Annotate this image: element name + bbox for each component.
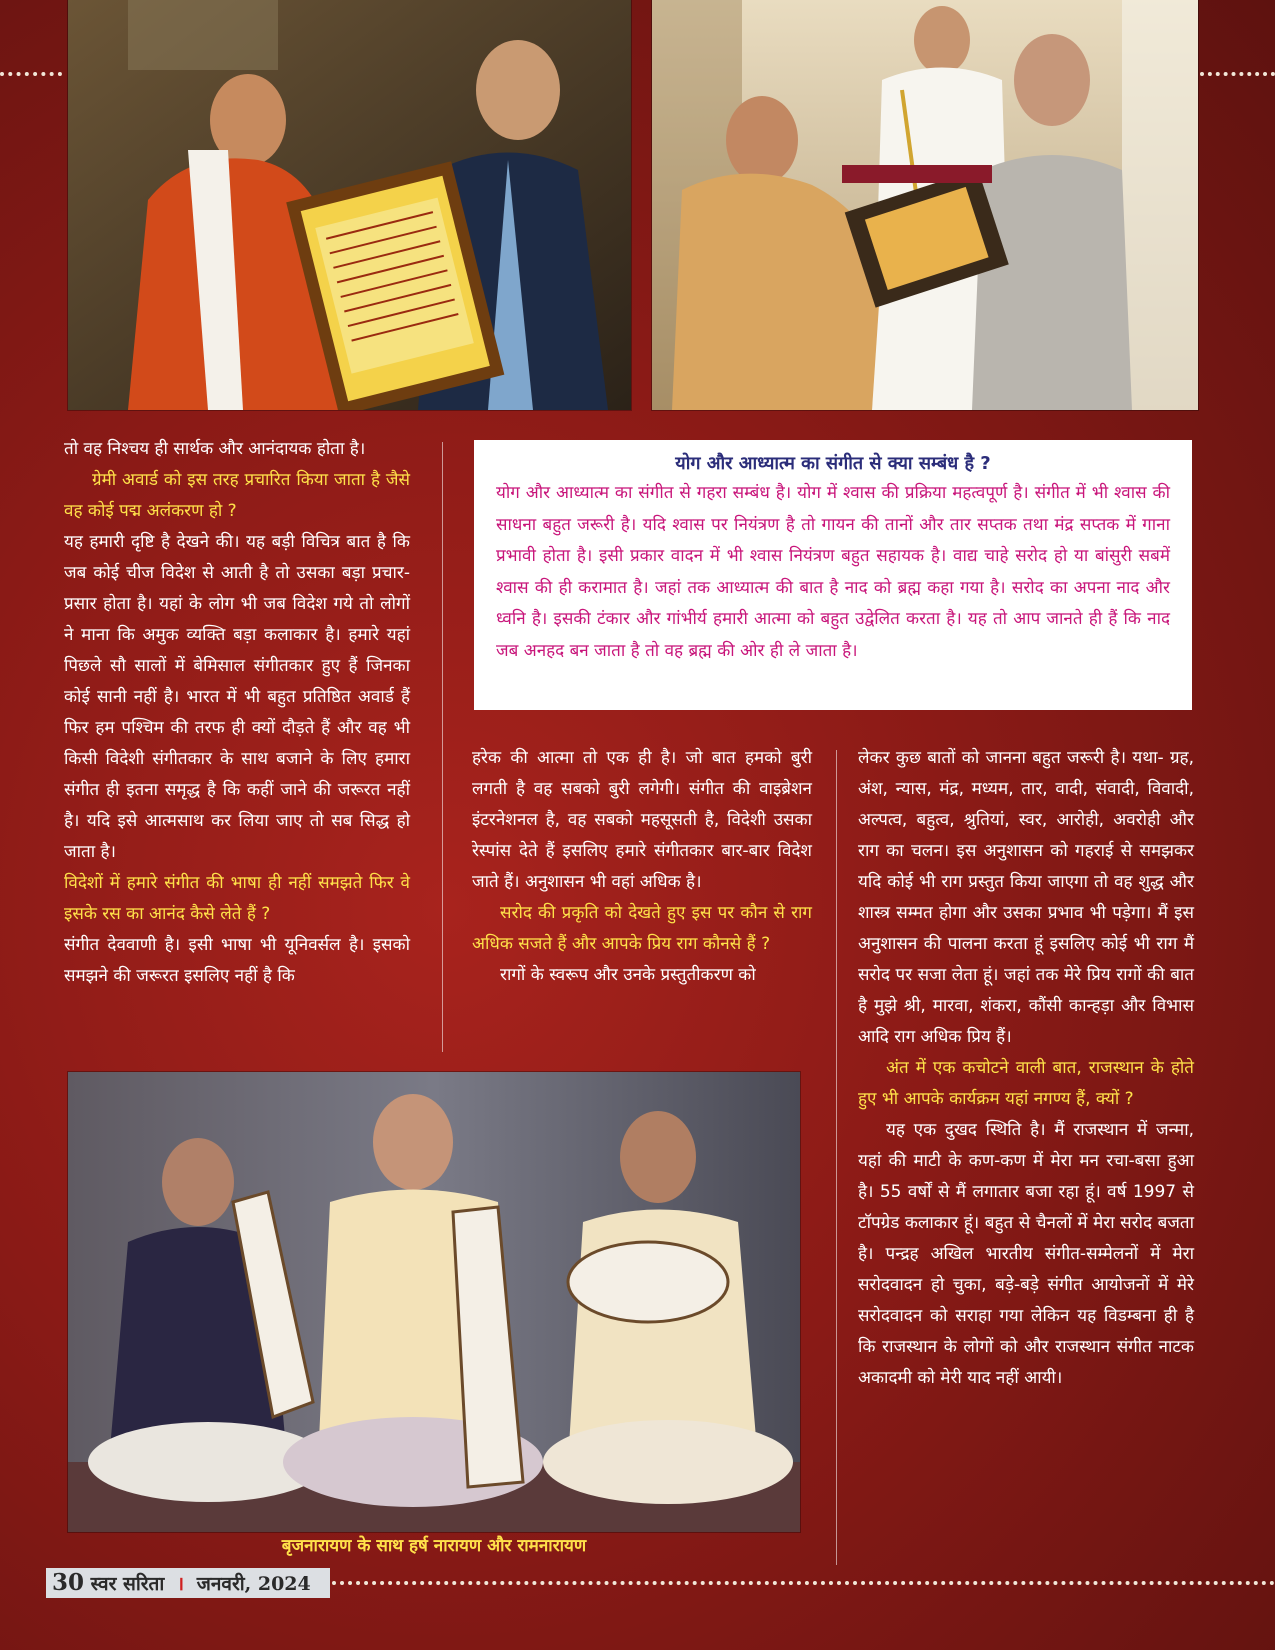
col1-question-2: विदेशों में हमारे संगीत की भाषा ही नहीं समझते फिर वे इसके रस का आनंद कैसे लेते हैं ? [64, 873, 410, 924]
col2-paragraph-1: हरेक की आत्मा तो एक ही है। जो बात हमको बुरी लगती है वह सबको बुरी लगेगी। संगीत की वाइब्रेशन इंटरनेशनल है, वह सबको महसूसती है, विदेशी उसका रेस्पांस देते हैं इसलिए हमारे संगीतकार बार-बार विदेश जाते हैं। अनुशासन भी वहां अधिक है। [472, 748, 813, 892]
photo-award-frame-image [68, 0, 631, 410]
footer-separator: । [176, 1573, 185, 1595]
box-answer: योग और आध्यात्म का संगीत से गहरा सम्बंध है। योग में श्वास की प्रक्रिया महत्वपूर्ण है। संगीत में भी श्वास की साधना बहुत जरूरी है। यदि श्वास पर नियंत्रण है तो गायन की तानों और तार सप्तक तथा मंद्र सप्तक में गाना प्रभावी होता है। इसी प्रकार वादन में भी श्वास नियंत्रण बहुत सहायक है। वाद्य चाहे सरोद हो या बांसुरी सबमें श्वास की ही करामात है। जहां तक आध्यात्म की बात है नाद को ब्रह्म कहा गया है। सरोद का अपना नाद और ध्वनि है। इसकी टंकार और गांभीर्य हमारी आत्मा को बहुत उद्वेलित करता है। यह तो आप जानते ही हैं कि नाद जब अनहद बन जाता है तो वह ब्रह्म की ओर ही ले जाता है। [496, 483, 1170, 661]
column-divider-2 [836, 750, 837, 1565]
top-left-dotted-rule [0, 72, 62, 76]
col2-paragraph-2: रागों के स्वरूप और उनके प्रस्तुतीकरण को [500, 965, 756, 985]
box-question: योग और आध्यात्म का संगीत से क्या सम्बंध है ? [675, 453, 991, 474]
page-number: 30 [52, 1569, 85, 1596]
column-divider-1 [442, 442, 443, 1052]
photo-award-plaque-image [652, 0, 1198, 410]
col1-paragraph-2: यह हमारी दृष्टि है देखने की। यह बड़ी विचित्र बात है कि जब कोई चीज विदेश से आती है तो उसका बड़ा प्रचार-प्रसार होता है। यहां के लोग भी जब विदेश गये तो लोगों ने माना कि अमुक व्यक्ति बड़ा कलाकार है। हमारे यहां पिछले सौ सालों में बेमिसाल संगीतकार हुए हैं जिनका कोई सानी नहीं है। भारत में भी बहुत प्रतिष्ठित अवार्ड हैं फिर हम पश्चिम की तरफ ही क्यों दौड़ते हैं और वह भी किसी विदेशी संगीतकार के साथ बजाने के लिए हमारा संगीत ही इतना समृद्ध है कि कहीं जाने की जरूरत नहीं है। यदि इसे आत्मसाथ कर लिया जाए तो सब सिद्ध हो जाता है। [64, 532, 410, 862]
photo-three-musicians-image [68, 1072, 800, 1532]
col3-paragraph-1: लेकर कुछ बातों को जानना बहुत जरूरी है। यथा- ग्रह, अंश, न्यास, मंद्र, मध्यम, तार, वादी, संवादी, विवादी, अल्पत्व, बहुत्व, श्रुतियां, स्वर, आरोही, अवरोही और राग का चलन। इस अनुशासन को गहराई से समझकर यदि कोई भी राग प्रस्तुत किया जाएगा तो वह शुद्ध और शास्त्र सम्मत होगा और उसका प्रभाव भी पड़ेगा। मैं इस अनुशासन की पालना करता हूं इसलिए कोई भी राग मैं सरोद पर सजा लेता हूं। जहां तक मेरे प्रिय रागों की बात है मुझे श्री, मारवा, शंकरा, कौंसी कान्हड़ा और विभास आदि राग अधिक प्रिय हैं। [858, 748, 1194, 1047]
col1-question-1: ग्रेमी अवार्ड को इस तरह प्रचारित किया जाता है जैसे वह कोई पद्म अलंकरण हो ? [64, 470, 410, 521]
col3-paragraph-2: यह एक दुखद स्थिति है। मैं राजस्थान में जन्मा, यहां की माटी के कण-कण में मेरा मन रचा-बसा हुआ है। 55 वर्षों से मैं लगातार बजा रहा हूं। वर्ष 1997 से टॉपग्रेड कलाकार हूं। बहुत से चैनलों में मेरा सरोद बजता है। पन्द्रह अखिल भारतीय संगीत-सम्मेलनों में मेरा सरोदवादन हो चुका, बड़े-बड़े संगीत आयोजनों में मेरे सरोदवादन को सराहा गया लेकिन यह विडम्बना ही है कि राजस्थान के लोगों को और राजस्थान संगीत नाटक अकादमी को मेरी याद नहीं आयी। [858, 1120, 1194, 1388]
footer-dotted-rule [332, 1581, 1275, 1585]
col1-paragraph-3: संगीत देववाणी है। इसी भाषा भी यूनिवर्सल है। इसको समझने की जरूरत इसलिए नहीं है कि [64, 935, 410, 986]
page-footer [46, 1568, 330, 1598]
top-right-dotted-rule [1200, 72, 1275, 76]
sidebar-box-yoga [474, 440, 1192, 710]
issue-date: जनवरी, 2024 [196, 1573, 311, 1595]
column-right [858, 743, 1194, 1394]
photo-award-frame [68, 0, 631, 410]
column-left [64, 434, 410, 992]
magazine-name: स्वर सरिता [90, 1573, 165, 1595]
col1-paragraph-1: तो वह निश्चय ही सार्थक और आनंदायक होता है। [64, 439, 366, 459]
col2-question-1: सरोद की प्रकृति को देखते हुए इस पर कौन से राग अधिक सजते हैं और आपके प्रिय राग कौनसे हैं ? [472, 903, 812, 954]
photo-caption: बृजनारायण के साथ हर्ष नारायण और रामनारायण [281, 1536, 587, 1556]
column-middle [472, 743, 812, 991]
photo-award-plaque [652, 0, 1198, 410]
photo-three-musicians [68, 1072, 800, 1532]
col3-question-1: अंत में एक कचोटने वाली बात, राजस्थान के होते हुए भी आपके कार्यक्रम यहां नगण्य हैं, क्यों ? [858, 1058, 1194, 1109]
